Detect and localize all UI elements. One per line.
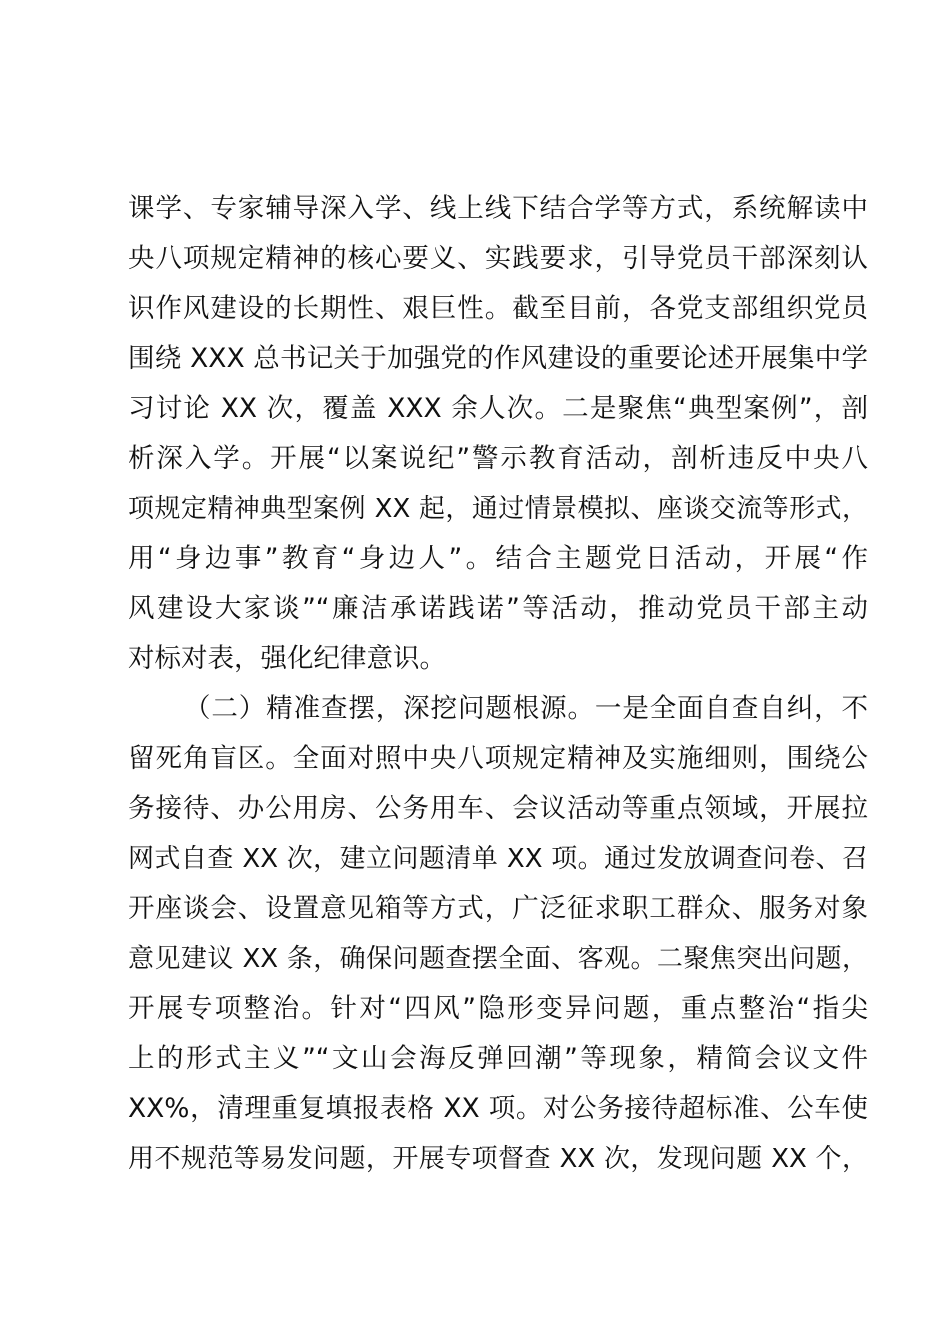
text-line: 用“身边事”教育“身边人”。结合主题党日活动，开展“作 [128,543,868,574]
text-line: 风建设大家谈”“廉洁承诺践诺”等活动，推动党员干部主动 [128,593,868,624]
text-line: 项规定精神典型案例 XX 起，通过情景模拟、座谈交流等形式， [128,494,868,524]
section-heading-line: （二）精准查摆，深挖问题根源。一是全面自查自纠，不 [184,693,868,724]
text-line: 开展专项整治。针对“四风”隐形变异问题，重点整治“指尖 [128,993,868,1024]
text-line: 析深入学。开展“以案说纪”警示教育活动，剖析违反中央八 [128,443,868,474]
text-line: 开座谈会、设置意见箱等方式，广泛征求职工群众、服务对象 [128,893,868,924]
text-line: 上的形式主义”“文山会海反弹回潮”等现象，精简会议文件 [128,1043,868,1074]
text-line: 课学、专家辅导深入学、线上线下结合学等方式，系统解读中 [128,193,868,224]
text-line: 对标对表，强化纪律意识。 [128,643,446,674]
text-line: 务接待、办公用房、公务用车、会议活动等重点领域，开展拉 [128,793,868,824]
text-line: 网式自查 XX 次，建立问题清单 XX 项。通过发放调查问卷、召 [128,844,868,874]
text-line: 央八项规定精神的核心要义、实践要求，引导党员干部深刻认 [128,243,868,274]
body-text [128,184,868,1184]
text-line: 围绕 XXX 总书记关于加强党的作风建设的重要论述开展集中学 [128,343,868,374]
text-line: 用不规范等易发问题，开展专项督查 XX 次，发现问题 XX 个， [128,1144,868,1174]
text-line: XX%，清理重复填报表格 XX 项。对公务接待超标准、公车使 [128,1093,868,1124]
text-line: 习讨论 XX 次，覆盖 XXX 余人次。二是聚焦“典型案例”，剖 [128,393,868,424]
text-line: 留死角盲区。全面对照中央八项规定精神及实施细则，围绕公 [128,743,868,774]
text-line: 意见建议 XX 条，确保问题查摆全面、客观。二聚焦突出问题， [128,944,868,974]
text-line: 识作风建设的长期性、艰巨性。截至目前，各党支部组织党员 [128,293,868,324]
